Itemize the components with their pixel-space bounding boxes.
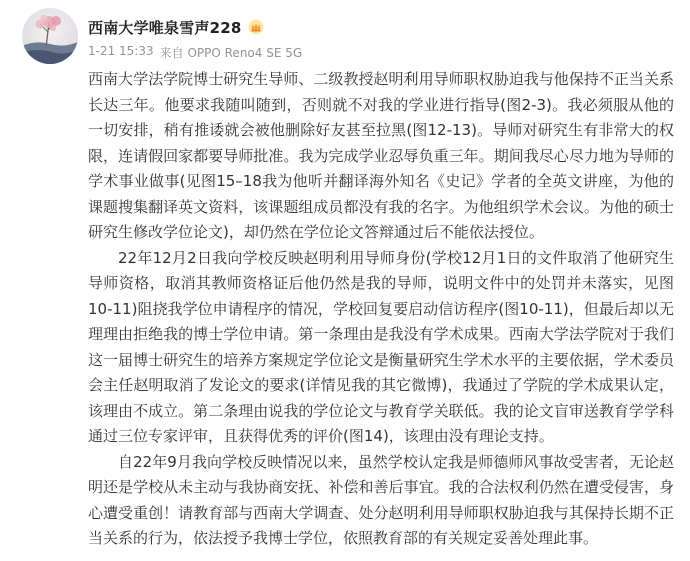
paragraph-1: 西南大学法学院博士研究生导师、二级教授赵明利用导师职权胁迫我与他保持不正当关系长达三年。他要求我随叫随到，否则就不对我的学业进行指导(图2-3)。我必须服从他的一切安排，稍有推诿就会被他删除好友甚至拉黑(图12-13)。导师对研究生有非常大的权限，连请假回家都要导师批准。我为完成学业忍辱负重三年。期间我尽心尽力地为导师的学术事业做事(见图15–18我为他听并翻译海外知名《史记》学者的全英文讲座，为他的课题搜集翻译英文资料，该课题组成员都没有我的名字。为他组织学术会议。为他的硕士研究生修改学位论文)，却仍然在学位论文答辩通过后不能依法授位。	[88, 70, 674, 241]
post-header	[22, 8, 682, 68]
author-name[interactable]: 西南大学唯泉雪声228	[88, 18, 242, 37]
paragraph-2: 22年12月2日我向学校反映赵明利用导师身份(学校12月1日的文件取消了他研究生导师资格，取消其教师资格证后他仍然是我的导师，说明文件中的处罚并未落实，见图10-11)阻挠我学位申请程序的情况，学校回复要启动信访程序(图10-11)，但最后却以无理理由拒绝我的博士学位申请。第一条理由是我没有学术成果。西南大学法学院对于我们这一届博士研究生的培养方案规定学位论文是衡量研究生学术水平的主要依据，学术委员会主任赵明取消了发论文的要求(详情见我的其它微博)，我通过了学院的学术成果认定，该理由不成立。第二条理由说我的学位论文与教育学关联低。我的论文盲审送教育学学科通过三位专家评审，且获得优秀的评价(图14)，该理由没有理论支持。	[88, 248, 674, 445]
post-source: 来自 OPPO Reno4 SE 5G	[159, 46, 303, 60]
crown-icon[interactable]	[248, 19, 264, 35]
post-text	[88, 67, 674, 552]
avatar[interactable]	[22, 8, 78, 64]
paragraph-3: 自22年9月我向学校反映情况以来，虽然学校认定我是师德师风事故受害者，无论赵明还是学校从未主动与我协商安抚、补偿和善后事宜。我的合法权利仍然在遭受侵害，身心遭受重创！请教育部与西南大学调查、处分赵明利用导师职权胁迫我与其保持长期不正当关系的行为，依法授予我博士学位，依照教育部的有关规定妥善处理此事。	[88, 452, 674, 547]
avatar-image	[22, 8, 78, 64]
author-row	[88, 16, 264, 38]
post-meta	[88, 44, 302, 61]
post-time[interactable]: 1-21 15:33	[88, 44, 154, 58]
